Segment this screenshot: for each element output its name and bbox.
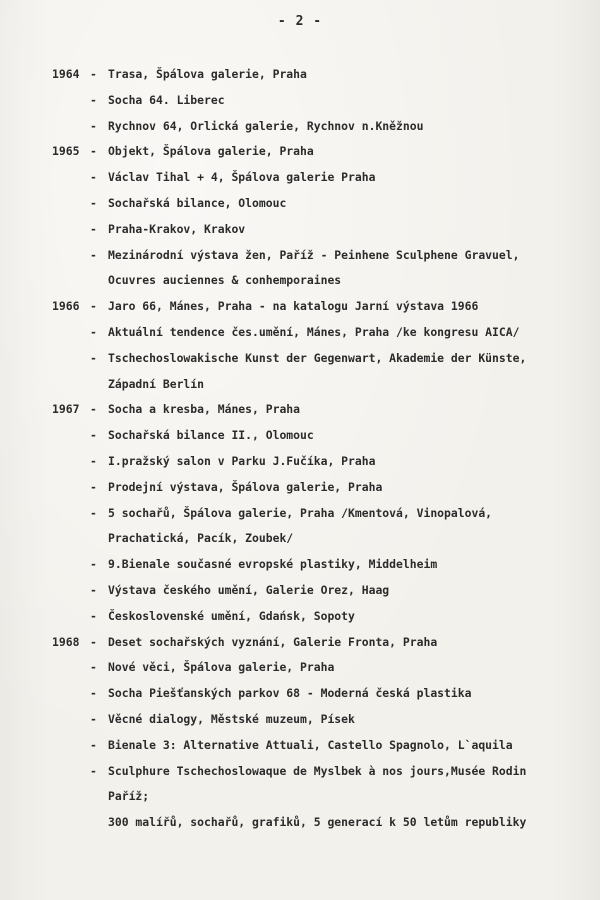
entry-dash: -: [90, 170, 97, 185]
list-item: [52, 143, 592, 169]
list-item: [52, 659, 592, 685]
entry-dash: -: [90, 402, 97, 417]
entry-dash: -: [90, 505, 97, 520]
list-item: [52, 195, 592, 221]
list-item: [52, 118, 592, 144]
entry-text: 300 malířů, sochařů, grafiků, 5 generací k 50 letům republiky: [108, 815, 527, 830]
entry-dash: -: [90, 453, 97, 468]
entry-dash: -: [90, 608, 97, 623]
entry-dash: -: [90, 195, 97, 210]
entry-year: 1965: [52, 144, 80, 159]
entry-dash: -: [90, 737, 97, 752]
list-item: [52, 169, 592, 195]
entry-dash: -: [90, 221, 97, 236]
entry-dash: -: [90, 557, 97, 572]
entry-year: 1968: [52, 634, 80, 649]
entry-text: Václav Tihal + 4, Špálova galerie Praha: [108, 170, 376, 185]
list-item: [52, 92, 592, 118]
entry-dash: -: [90, 324, 97, 339]
entry-text: Ocuvres auciennes & conhemporaines: [108, 273, 342, 288]
entry-text: Paříž;: [108, 789, 150, 804]
entry-text: Nové věci, Špálova galerie, Praha: [108, 660, 335, 675]
entry-text: 5 sochařů, Špálova galerie, Praha /Kmentová, Vinopalová,: [108, 505, 493, 520]
entry-dash: -: [90, 711, 97, 726]
entry-text: Objekt, Špálova galerie, Praha: [108, 144, 314, 159]
entry-year: 1966: [52, 299, 80, 314]
entry-text: Západní Berlín: [108, 376, 205, 391]
entry-text: Jaro 66, Mánes, Praha - na katalogu Jarní výstava 1966: [108, 299, 479, 314]
list-item: [52, 711, 592, 737]
entry-text: 9.Bienale současné evropské plastiky, Middelheim: [108, 557, 438, 572]
list-item: [52, 505, 592, 531]
entry-text: Prodejní výstava, Špálova galerie, Praha: [108, 479, 383, 494]
entry-dash: -: [90, 118, 97, 133]
list-item: [52, 737, 592, 763]
entry-text: Tschechoslowakische Kunst der Gegenwart, Akademie der Künste,: [108, 350, 527, 365]
entry-dash: -: [90, 686, 97, 701]
entry-text: Sochařská bilance, Olomouc: [108, 195, 287, 210]
entry-dash: -: [90, 247, 97, 262]
entry-year: 1964: [52, 67, 80, 81]
page-number: - 2 -: [277, 14, 323, 29]
list-item: [52, 582, 592, 608]
entry-text: Socha 64. Liberec: [108, 92, 225, 107]
list-item: [52, 608, 592, 634]
entry-text: Československé umění, Gdańsk, Sopoty: [108, 608, 355, 623]
list-item: [52, 272, 592, 298]
list-item: [52, 814, 592, 840]
list-item: [52, 634, 592, 660]
entry-text: I.pražský salon v Parku J.Fučíka, Praha: [108, 453, 376, 468]
list-item: [52, 685, 592, 711]
entry-dash: -: [90, 582, 97, 597]
list-item: [52, 530, 592, 556]
entry-dash: -: [90, 660, 97, 675]
entry-dash: -: [90, 428, 97, 443]
entry-text: Mezinárodní výstava žen, Paříž - Peinhene Sculphene Gravuel,: [108, 247, 520, 262]
entry-text: Bienale 3: Alternative Attuali, Castello Spagnolo, L`aquila: [108, 737, 513, 752]
entry-dash: -: [90, 479, 97, 494]
entry-dash: -: [90, 144, 97, 159]
entry-text: Výstava českého umění, Galerie Orez, Haag: [108, 582, 390, 597]
entry-dash: -: [90, 634, 97, 649]
list-item: [52, 66, 592, 92]
list-item: [52, 763, 592, 789]
entry-text: Socha Piešťanských parkov 68 - Moderná česká plastika: [108, 686, 472, 701]
list-item: [52, 247, 592, 273]
entry-text: Sochařská bilance II., Olomouc: [108, 428, 314, 443]
entry-dash: -: [90, 67, 97, 81]
entry-text: Rychnov 64, Orlická galerie, Rychnov n.Kněžnou: [108, 118, 424, 133]
entry-text: Deset sochařských vyznání, Galerie Fronta, Praha: [108, 634, 438, 649]
exhibition-list: [52, 66, 592, 840]
entry-text: Prachatická, Pacík, Zoubek/: [108, 531, 294, 546]
list-item: [52, 324, 592, 350]
list-item: [52, 376, 592, 402]
entry-dash: -: [90, 763, 97, 778]
list-item: [52, 788, 592, 814]
entry-dash: -: [90, 92, 97, 107]
entry-text: Socha a kresba, Mánes, Praha: [108, 402, 301, 417]
list-item: [52, 401, 592, 427]
entry-text: Sculphure Tschechoslowaque de Myslbek à nos jours,Musée Rodin: [108, 763, 527, 778]
entry-text: Praha-Krakov, Krakov: [108, 221, 246, 236]
entry-text: Věcné dialogy, Městské muzeum, Písek: [108, 711, 355, 726]
list-item: [52, 453, 592, 479]
list-item: [52, 298, 592, 324]
entry-text: Trasa, Špálova galerie, Praha: [108, 67, 307, 81]
list-item: [52, 556, 592, 582]
entry-dash: -: [90, 350, 97, 365]
list-item: [52, 350, 592, 376]
list-item: [52, 221, 592, 247]
entry-year: 1967: [52, 402, 80, 417]
entry-dash: -: [90, 299, 97, 314]
list-item: [52, 479, 592, 505]
list-item: [52, 427, 592, 453]
entry-text: Aktuální tendence čes.umění, Mánes, Praha /ke kongresu AICA/: [108, 324, 520, 339]
